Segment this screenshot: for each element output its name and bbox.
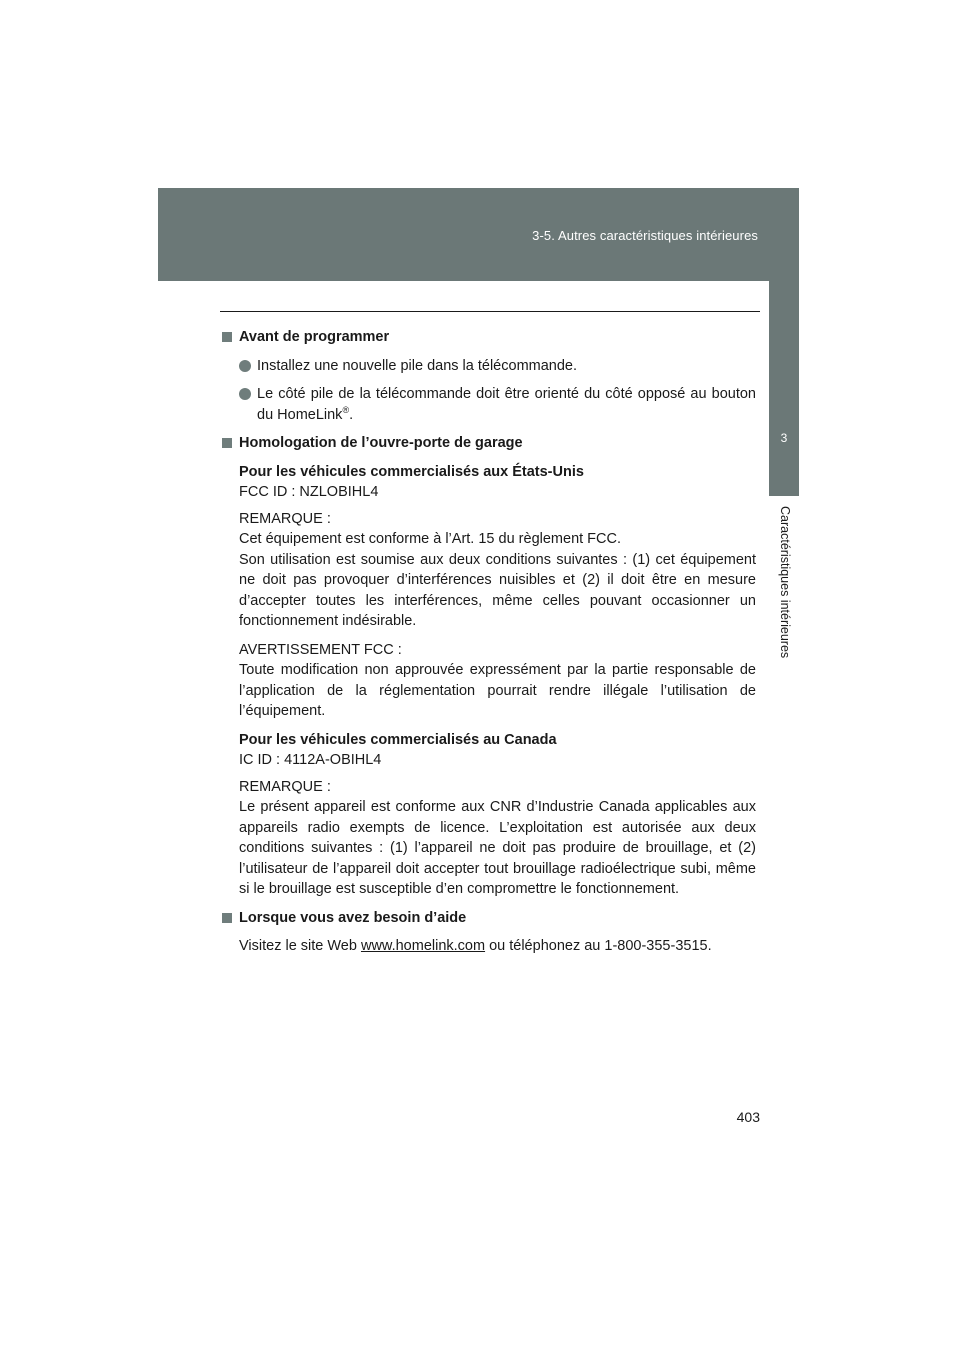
bullet-item: Installez une nouvelle pile dans la télécommande. [222, 356, 756, 377]
us-warning: AVERTISSEMENT FCC : Toute modification non approuvée expressément par la partie responsable de l’application de la réglementation pourrait rendre illégale l’utilisation de l’équipement. [239, 641, 756, 719]
section-heading-homologation: Homologation de l’ouvre-porte de garage [222, 433, 756, 454]
us-remarque: REMARQUE : Cet équipement est conforme à l’Art. 15 du règlement FCC. Son utilisation est soumise aux deux conditions suivantes : (1) cet équipement ne doit pas provoquer d’interférences nuisibles et (2) il doit être en mesure d’accepter toutes les interférences, même celles pouvant occasionner un fonctionnement indésirable. [239, 510, 756, 629]
chapter-label-box [769, 496, 799, 828]
circle-bullet-icon [239, 388, 251, 400]
square-bullet-icon [222, 332, 232, 342]
square-bullet-icon [222, 438, 232, 448]
aide-text: Visitez le site Web www.homelink.com ou téléphonez au 1-800-355-3515. [239, 938, 712, 954]
page-content [222, 327, 756, 965]
bullet-item: Le côté pile de la télécommande doit être orienté du côté opposé au bouton du HomeLink®. [222, 384, 756, 425]
chapter-tab [769, 281, 799, 496]
us-block: Pour les véhicules commercialisés aux États-Unis FCC ID : NZLOBIHL4 [239, 463, 584, 500]
section-title: 3-5. Autres caractéristiques intérieures [532, 228, 758, 243]
section-heading-aide: Lorsque vous avez besoin d’aide [222, 908, 756, 929]
top-rule [220, 311, 760, 312]
page-number: 403 [736, 1109, 760, 1125]
homelink-link[interactable]: www.homelink.com [360, 938, 486, 954]
chapter-label: Caractéristiques intérieures [778, 506, 792, 659]
header-band [158, 188, 799, 281]
square-bullet-icon [222, 913, 232, 923]
section-heading-avant: Avant de programmer [222, 327, 756, 348]
circle-bullet-icon [239, 360, 251, 372]
chapter-number: 3 [780, 431, 788, 445]
ca-remarque: REMARQUE : Le présent appareil est conforme aux CNR d’Industrie Canada applicables aux appareils radio exempts de licence. L’exploitation est autorisée aux deux conditions suivantes : (1) l’appareil ne doit pas produire de brouillage, et (2) l’utilisateur de l’appareil doit accepter tout brouillage radioélectrique subi, même si le brouillage est susceptible d’en compromettre le fonctionnement. [239, 778, 756, 897]
ca-block: Pour les véhicules commercialisés au Canada IC ID : 4112A-OBIHL4 [239, 731, 557, 768]
